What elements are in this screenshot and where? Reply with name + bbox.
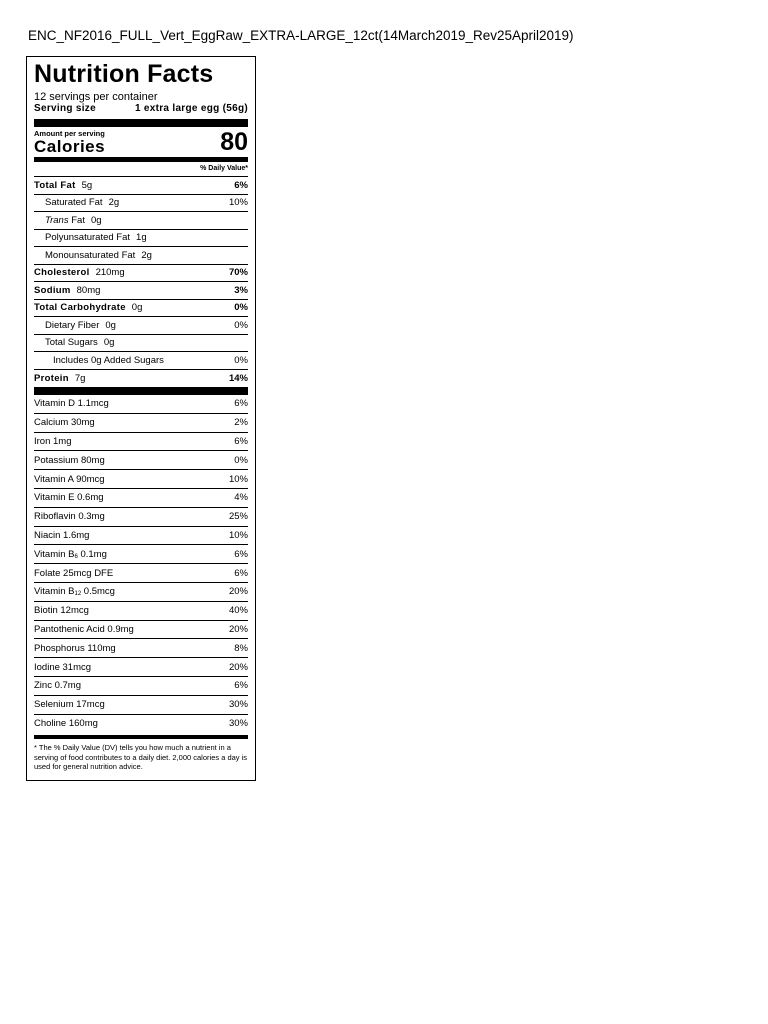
vitamin-name: Iodine 31mcg [34,661,92,673]
vitamin-dv: 6% [234,680,248,692]
calories-value: 80 [220,128,248,156]
nutrient-name: Dietary Fiber [45,319,100,331]
nutrient-amount: 2g [108,197,120,209]
vitamin-subscript: 12 [74,591,82,598]
vitamin-row [34,658,248,677]
nutrient-dv: 0% [234,319,248,331]
nutrient-row [34,265,248,283]
vitamin-amount: 0.1mg [77,548,107,560]
nutrient-amount: 0g [131,302,143,314]
nutrient-amount: 5g [81,179,93,191]
nutrient-row [34,335,248,353]
vitamin-name: Iron 1mg [34,435,72,447]
vitamin-row [34,602,248,621]
nutrient-row [34,230,248,248]
nutrient-amount: 7g [74,372,86,384]
serving-size-value: 1 extra large egg (56g) [134,103,248,114]
vitamin-dv: 4% [234,492,248,504]
vitamin-name: Biotin 12mcg [34,605,89,617]
trans-fat-suffix: Fat [71,214,85,226]
vitamin-dv: 20% [228,661,248,673]
nutrient-row [34,195,248,213]
vitamin-name: Niacin 1.6mg [34,529,90,541]
vitamin-dv: 0% [234,454,248,466]
vitamin-name-b12 [34,586,115,597]
vitamin-dv: 2% [234,417,248,429]
vitamin-row [34,508,248,527]
nutrition-facts-label [26,56,256,781]
vitamin-dv: 6% [234,435,248,447]
nutrient-row [34,317,248,335]
nutrition-facts-heading: Nutrition Facts [34,60,214,88]
vitamin-name: Folate 25mcg DFE [34,567,114,579]
nutrient-row [34,300,248,318]
thick-divider [34,119,248,127]
nutrient-amount: 0g [105,319,116,331]
nutrient-name: Protein [34,372,69,384]
nutrient-name: Includes 0g Added Sugars [53,354,164,366]
nutrient-dv: 0% [234,302,248,314]
vitamin-dv: 10% [228,529,248,541]
nutrient-row [34,282,248,300]
vitamin-row [34,564,248,583]
document-title: ENC_NF2016_FULL_Vert_EggRaw_EXTRA-LARGE_12ct(14March2019_Rev25April2019) [28,28,574,43]
vitamin-row [34,696,248,715]
nutrient-amount: 2g [141,249,152,261]
vitamin-amount: 0.5mcg [81,586,115,598]
vitamin-dv: 30% [228,699,248,711]
daily-value-footnote: * The % Daily Value (DV) tells you how much a nutrient in a serving of food contributes to a daily diet. 2,000 calories a day is used for general nutrition advice. [34,743,248,772]
vitamin-row [34,414,248,433]
vitamin-name: Pantothenic Acid 0.9mg [34,623,134,635]
vitamin-dv: 8% [234,642,248,654]
vitamin-dv: 20% [228,623,248,635]
vitamin-row [34,677,248,696]
nutrient-name: Total Carbohydrate [34,302,126,314]
servings-per-container: 12 servings per container [34,91,158,103]
serving-size-label: Serving size [34,103,96,114]
vitamin-subscript: 6 [74,553,78,560]
vitamin-name: Riboflavin 0.3mg [34,511,105,523]
nutrient-name: Total Sugars [45,337,98,349]
nutrient-row [34,370,248,388]
vitamin-name: Selenium 17mcg [34,699,105,711]
nutrient-row [34,212,248,230]
calories-label: Calories [34,137,106,156]
nutrient-name: Polyunsaturated Fat [45,232,131,244]
vitamin-name: Calcium 30mg [34,417,95,429]
nutrient-amount: 0g [103,337,115,349]
calories-left [34,127,105,155]
nutrient-dv: 3% [234,284,248,296]
vitamin-dv: 6% [234,398,248,410]
nutrient-name: Trans [45,214,69,226]
vitamin-row [34,433,248,452]
nutrient-row [34,177,248,195]
vitamin-name-b6 [34,549,107,560]
vitamin-dv: 6% [234,548,248,560]
nutrient-name: Sodium [34,284,71,296]
vitamin-row [34,639,248,658]
vitamin-dv: 30% [228,718,248,730]
nutrient-name: Saturated Fat [45,197,103,209]
nutrient-dv: 6% [234,179,248,191]
vitamin-name: Potassium 80mg [34,454,105,466]
thick-divider [34,387,248,395]
nutrient-amount: 1g [136,232,147,244]
serving-size-row [34,103,248,115]
vitamin-row [34,545,248,564]
vitamin-name: Vitamin A 90mcg [34,473,105,485]
vitamin-row [34,489,248,508]
vitamin-row [34,395,248,414]
vitamin-row [34,715,248,734]
calories-block [34,127,248,162]
vitamin-dv: 20% [228,586,248,598]
vitamin-row [34,451,248,470]
thick-divider [34,735,248,739]
nutrient-amount: 80mg [76,284,101,296]
vitamin-dv: 6% [234,567,248,579]
amount-per-serving: Amount per serving [34,129,105,138]
nutrient-row [34,247,248,265]
nutrient-name: Monounsaturated Fat [45,249,136,261]
nutrient-dv: 10% [228,197,248,209]
vitamin-row [34,527,248,546]
nutrient-amount: 210mg [95,267,125,279]
vitamin-name: Vitamin E 0.6mg [34,492,104,504]
nutrient-amount: 0g [90,214,102,226]
nutrient-name: Cholesterol [34,267,90,279]
vitamin-name: Vitamin B [34,548,75,560]
vitamin-row [34,583,248,602]
nutrient-dv: 70% [228,267,248,279]
daily-value-header: % Daily Value* [34,162,248,177]
vitamin-name: Choline 160mg [34,718,98,730]
nutrient-name: Total Fat [34,179,76,191]
vitamin-dv: 10% [228,473,248,485]
vitamin-dv: 40% [228,605,248,617]
vitamin-name: Phosphorus 110mg [34,642,116,654]
nutrient-dv: 14% [228,372,248,384]
vitamin-name: Zinc 0.7mg [34,680,81,692]
nutrient-row [34,352,248,370]
vitamin-row [34,470,248,489]
vitamin-row [34,621,248,640]
nutrient-dv: 0% [234,354,248,366]
vitamin-dv: 25% [228,511,248,523]
vitamin-name: Vitamin B [34,586,75,598]
vitamin-name: Vitamin D 1.1mcg [34,398,109,410]
